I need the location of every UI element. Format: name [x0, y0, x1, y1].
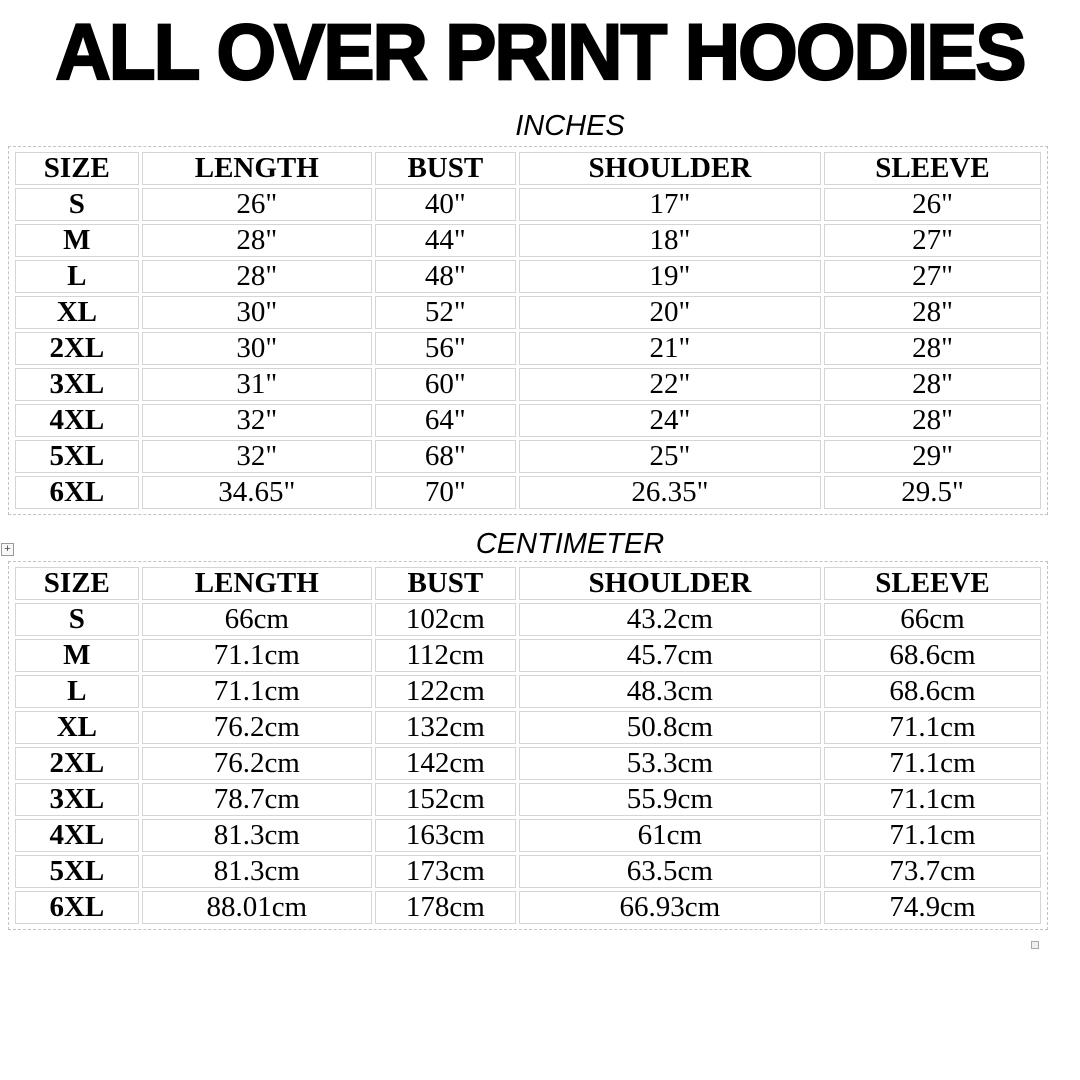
measurement-cell: 48.3cm — [519, 675, 821, 708]
centimeter-table-caption: CENTIMETER — [475, 528, 665, 560]
measurement-cell: 102cm — [375, 603, 516, 636]
table-row — [15, 639, 1041, 672]
measurement-cell: 163cm — [375, 819, 516, 852]
size-cell: 5XL — [15, 855, 139, 888]
measurement-cell: 64" — [375, 404, 516, 437]
measurement-cell: 112cm — [375, 639, 516, 672]
measurement-cell: 48" — [375, 260, 516, 293]
measurement-cell: 27" — [824, 224, 1041, 257]
column-header-bust: BUST — [375, 567, 516, 600]
column-header-length: LENGTH — [142, 567, 372, 600]
table-row — [15, 711, 1041, 744]
measurement-cell: 76.2cm — [142, 747, 372, 780]
table-row — [15, 188, 1041, 221]
measurement-cell: 30" — [142, 296, 372, 329]
measurement-cell: 32" — [142, 404, 372, 437]
measurement-cell: 34.65" — [142, 476, 372, 509]
size-cell: M — [15, 224, 139, 257]
inches-table-caption: INCHES — [515, 110, 625, 142]
measurement-cell: 74.9cm — [824, 891, 1041, 924]
measurement-cell: 55.9cm — [519, 783, 821, 816]
measurement-cell: 142cm — [375, 747, 516, 780]
measurement-cell: 43.2cm — [519, 603, 821, 636]
measurement-cell: 17" — [519, 188, 821, 221]
measurement-cell: 81.3cm — [142, 819, 372, 852]
measurement-cell: 61cm — [519, 819, 821, 852]
table-row — [15, 224, 1041, 257]
measurement-cell: 28" — [824, 368, 1041, 401]
measurement-cell: 22" — [519, 368, 821, 401]
measurement-cell: 70" — [375, 476, 516, 509]
measurement-cell: 26.35" — [519, 476, 821, 509]
centimeter-size-table — [8, 561, 1048, 930]
measurement-cell: 20" — [519, 296, 821, 329]
size-cell: S — [15, 603, 139, 636]
measurement-cell: 66.93cm — [519, 891, 821, 924]
column-header-bust: BUST — [375, 152, 516, 185]
measurement-cell: 26" — [142, 188, 372, 221]
header-row — [15, 152, 1041, 185]
header-row — [15, 567, 1041, 600]
table-row — [15, 819, 1041, 852]
measurement-cell: 27" — [824, 260, 1041, 293]
size-cell: 4XL — [15, 404, 139, 437]
measurement-cell: 18" — [519, 224, 821, 257]
table-row — [15, 891, 1041, 924]
table-row — [15, 603, 1041, 636]
size-cell: XL — [15, 296, 139, 329]
column-header-size: SIZE — [15, 567, 139, 600]
table-row — [15, 404, 1041, 437]
table-row — [15, 783, 1041, 816]
size-cell: M — [15, 639, 139, 672]
measurement-cell: 71.1cm — [824, 711, 1041, 744]
table-row — [15, 675, 1041, 708]
measurement-cell: 71.1cm — [824, 819, 1041, 852]
column-header-shoulder: SHOULDER — [519, 152, 821, 185]
measurement-cell: 45.7cm — [519, 639, 821, 672]
measurement-cell: 132cm — [375, 711, 516, 744]
measurement-cell: 71.1cm — [824, 747, 1041, 780]
measurement-cell: 66cm — [142, 603, 372, 636]
size-cell: S — [15, 188, 139, 221]
size-cell: 6XL — [15, 476, 139, 509]
measurement-cell: 56" — [375, 332, 516, 365]
table-move-handle-icon[interactable]: + — [1, 543, 14, 556]
measurement-cell: 68" — [375, 440, 516, 473]
measurement-cell: 28" — [142, 224, 372, 257]
size-cell: L — [15, 260, 139, 293]
measurement-cell: 66cm — [824, 603, 1041, 636]
measurement-cell: 178cm — [375, 891, 516, 924]
column-header-sleeve: SLEEVE — [824, 567, 1041, 600]
table-row — [15, 368, 1041, 401]
measurement-cell: 71.1cm — [142, 639, 372, 672]
table-row — [15, 332, 1041, 365]
measurement-cell: 30" — [142, 332, 372, 365]
size-cell: 2XL — [15, 332, 139, 365]
table-row — [15, 440, 1041, 473]
measurement-cell: 52" — [375, 296, 516, 329]
measurement-cell: 88.01cm — [142, 891, 372, 924]
table-row — [15, 260, 1041, 293]
measurement-cell: 63.5cm — [519, 855, 821, 888]
page-title: ALL OVER PRINT HOODIES — [55, 7, 1025, 96]
measurement-cell: 29.5" — [824, 476, 1041, 509]
measurement-cell: 44" — [375, 224, 516, 257]
size-cell: 3XL — [15, 368, 139, 401]
size-cell: 4XL — [15, 819, 139, 852]
measurement-cell: 29" — [824, 440, 1041, 473]
measurement-cell: 68.6cm — [824, 639, 1041, 672]
measurement-cell: 19" — [519, 260, 821, 293]
measurement-cell: 53.3cm — [519, 747, 821, 780]
measurement-cell: 60" — [375, 368, 516, 401]
measurement-cell: 122cm — [375, 675, 516, 708]
column-header-shoulder: SHOULDER — [519, 567, 821, 600]
size-cell: 5XL — [15, 440, 139, 473]
measurement-cell: 40" — [375, 188, 516, 221]
measurement-cell: 68.6cm — [824, 675, 1041, 708]
table-row — [15, 476, 1041, 509]
table-resize-handle[interactable] — [1031, 941, 1039, 949]
measurement-cell: 28" — [824, 296, 1041, 329]
measurement-cell: 76.2cm — [142, 711, 372, 744]
measurement-cell: 24" — [519, 404, 821, 437]
measurement-cell: 31" — [142, 368, 372, 401]
size-cell: 3XL — [15, 783, 139, 816]
centimeter-table — [12, 564, 1044, 927]
inches-table — [12, 149, 1044, 512]
table-row — [15, 747, 1041, 780]
size-cell: XL — [15, 711, 139, 744]
size-cell: 2XL — [15, 747, 139, 780]
measurement-cell: 25" — [519, 440, 821, 473]
measurement-cell: 32" — [142, 440, 372, 473]
measurement-cell: 152cm — [375, 783, 516, 816]
measurement-cell: 50.8cm — [519, 711, 821, 744]
column-header-size: SIZE — [15, 152, 139, 185]
measurement-cell: 28" — [142, 260, 372, 293]
measurement-cell: 71.1cm — [824, 783, 1041, 816]
table-row — [15, 855, 1041, 888]
measurement-cell: 78.7cm — [142, 783, 372, 816]
size-cell: L — [15, 675, 139, 708]
table-row — [15, 296, 1041, 329]
column-header-sleeve: SLEEVE — [824, 152, 1041, 185]
measurement-cell: 26" — [824, 188, 1041, 221]
column-header-length: LENGTH — [142, 152, 372, 185]
measurement-cell: 73.7cm — [824, 855, 1041, 888]
inches-size-table — [8, 146, 1048, 515]
measurement-cell: 71.1cm — [142, 675, 372, 708]
measurement-cell: 28" — [824, 332, 1041, 365]
measurement-cell: 21" — [519, 332, 821, 365]
measurement-cell: 28" — [824, 404, 1041, 437]
measurement-cell: 173cm — [375, 855, 516, 888]
size-cell: 6XL — [15, 891, 139, 924]
measurement-cell: 81.3cm — [142, 855, 372, 888]
